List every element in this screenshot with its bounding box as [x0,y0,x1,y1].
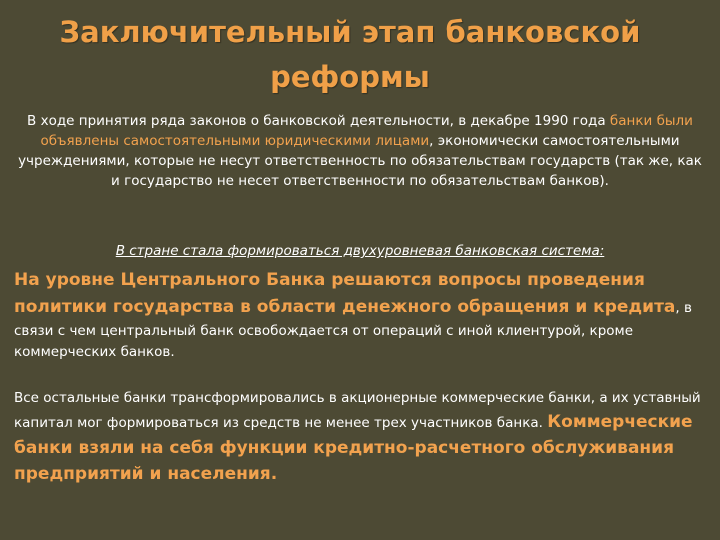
paragraph2-highlight: На уровне Центрального Банка решаются вопросы проведения политики государства в области денежного обращения и кредита [14,270,676,317]
paragraph-commercial-banks [14,388,706,487]
paragraph2-rest: , в связи с чем центральный банк освобождается от операций с иной клиентурой, кроме коммерческих банков. [14,300,692,360]
paragraph1-rest: , экономически самостоятельными учреждениями, которые не несут ответственность по обязательствам государств (так же, как и государство не несет ответственности по обязательствам банков). [18,133,702,189]
title-line-1: Заключительный этап банковской [59,15,641,49]
title-line-2: реформы [270,60,430,94]
paragraph3-intro: Все остальные банки трансформировались в акционерные коммерческие банки, а их уставный капитал мог формироваться из средств не менее трех участников банка. [14,390,701,431]
slide-title [20,10,680,100]
paragraph1-intro: В ходе принятия ряда законов о банковской деятельности, в декабре 1990 года [27,113,606,129]
paragraph1-highlight: банки были объявлены самостоятельными юридическими лицами [40,113,693,149]
paragraph-reform-laws [18,111,702,191]
two-tier-system-subheading: В стране стала формироваться двухуровневая банковская система: [115,243,605,259]
paragraph-central-bank [14,267,706,363]
paragraph3-highlight: Коммерческие банки взяли на себя функции кредитно-расчетного обслуживания предприятий и населения. [14,412,693,484]
